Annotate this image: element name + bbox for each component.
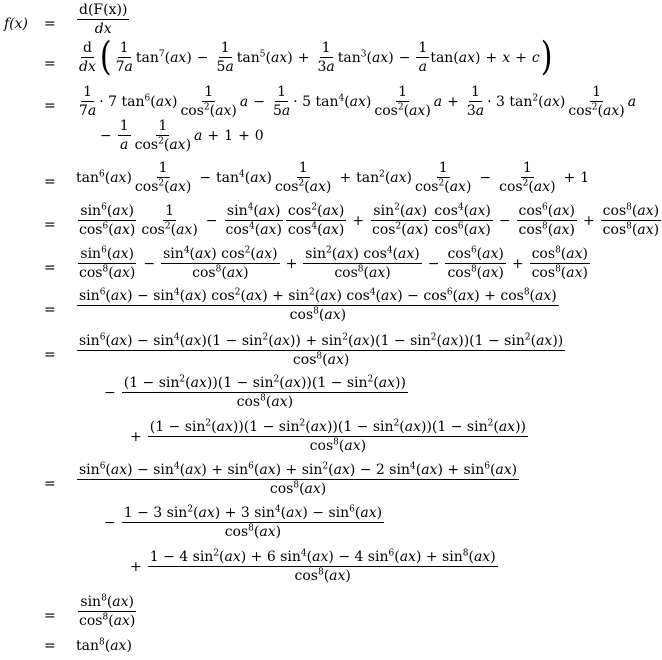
numerator: d: [82, 40, 92, 56]
term: $\tan^5(ax)$: [236, 48, 293, 66]
operator: +: [352, 212, 365, 229]
numerator: $\sin^4(ax)$ $\cos^2(ax)$: [163, 245, 278, 262]
fraction: [133, 160, 193, 195]
denominator: 7a: [79, 103, 97, 119]
denominator: $\cos^2(ax)$: [374, 102, 431, 119]
denominator: $\cos^4(ax)$: [225, 221, 282, 238]
numerator: $\cos^8(ax)$: [602, 202, 660, 219]
denominator: $\cos^8(ax)$: [602, 221, 660, 238]
denominator: $\cos^2(ax)$: [499, 178, 556, 195]
denominator: $\cos^8(ax)$: [447, 264, 504, 281]
fraction: [118, 118, 131, 153]
numerator: $\sin^2(ax)$: [373, 202, 428, 219]
simplified-terms: [76, 160, 589, 195]
equals-sign: =: [44, 302, 56, 318]
fraction: [77, 288, 559, 323]
fraction: [77, 2, 129, 37]
numerator: 1: [119, 118, 129, 134]
expanded-fraction-2: [104, 505, 385, 540]
operator: −: [205, 212, 218, 229]
fraction: [271, 84, 292, 119]
fraction: [315, 40, 336, 75]
equals-sign: =: [44, 98, 56, 114]
denominator: a: [418, 59, 428, 75]
numerator: $\cos^8(ax)$: [531, 245, 588, 262]
operator: +: [130, 428, 142, 445]
fraction: [215, 40, 236, 75]
numerator: 1: [220, 40, 230, 56]
numerator: 1: [398, 84, 408, 100]
operator: +: [582, 212, 595, 229]
numerator: d(F(x)): [79, 2, 128, 18]
numerator: $(1 - \sin^2(ax))(1 - \sin^2(ax))(1 - \sin^2(ax))(1 - \sin^2(ax))$: [149, 418, 526, 435]
denominator: $\cos^8(ax)$: [79, 264, 136, 281]
numerator: 1: [471, 84, 480, 100]
denominator: $\cos^2(ax)$: [274, 178, 332, 195]
denominator: $\cos^2(ax)$: [134, 136, 192, 153]
lhs-f-of-x: f(x): [4, 16, 29, 32]
denominator: $\cos^2(ax)$: [568, 102, 625, 119]
expanded-fraction: [76, 462, 520, 497]
term: tan(ax) + x + c: [430, 49, 540, 66]
fraction: [114, 40, 135, 75]
fraction: [370, 203, 430, 238]
term: $\tan^6(ax)$: [76, 168, 132, 186]
denominator: $\cos^8(ax)$: [236, 393, 294, 410]
fraction: [133, 118, 193, 153]
fraction: [432, 203, 492, 238]
denominator: $\cos^8(ax)$: [334, 264, 391, 281]
equals-sign: =: [44, 347, 56, 363]
operator: −: [498, 212, 511, 229]
denominator: dx: [94, 21, 112, 37]
term: a: [433, 93, 443, 110]
denominator: $\cos^8(ax)$: [531, 264, 588, 281]
operator: −: [143, 255, 156, 272]
equals-sign: =: [44, 217, 56, 233]
fraction: [122, 375, 408, 410]
fraction: [497, 160, 557, 195]
numerator: $\cos^2(ax)$: [287, 202, 345, 219]
common-denominator-terms: [76, 246, 591, 281]
fraction: [122, 505, 384, 540]
operator: +: [511, 255, 524, 272]
operator: −: [104, 514, 116, 531]
numerator: 1: [522, 160, 532, 176]
antiderivative-expression: [76, 34, 553, 80]
equals-sign: =: [44, 638, 56, 654]
operator: +: [285, 255, 298, 272]
substituted-fraction-2: [104, 375, 409, 410]
fraction: [465, 84, 486, 119]
fraction: [303, 246, 421, 281]
denominator: $\cos^8(ax)$: [309, 437, 367, 454]
fraction: [178, 84, 238, 119]
sin-cos-expansion: [76, 203, 662, 238]
equals-sign: =: [44, 16, 56, 32]
derivative-operator: [77, 40, 98, 75]
substituted-fraction: [76, 333, 566, 368]
derivative-terms-continued: [100, 118, 264, 153]
operator: −: [199, 169, 212, 186]
right-paren: ): [540, 34, 553, 80]
denominator: $\cos^8(ax)$: [224, 523, 282, 540]
denominator: 3a: [317, 59, 335, 75]
operator: −: [104, 384, 116, 401]
term: $\tan^8(ax)$: [76, 637, 132, 654]
numerator: 1 − 3 $\sin^2(ax) + 3$ $\sin^4(ax) - \sin^6(ax)$: [123, 504, 383, 521]
denominator: $\cos^6(ax)$: [434, 221, 491, 238]
equals-sign: =: [44, 476, 56, 492]
denominator: dx: [79, 59, 96, 75]
fraction: [77, 203, 137, 238]
numerator: $\sin^2(ax)$ $\cos^4(ax)$: [305, 245, 420, 262]
denominator: 5a: [216, 59, 234, 75]
numerator: $\sin^6(ax) - \sin^4(ax)(1 - \sin^2(ax)) + \sin^2(ax)(1 - \sin^2(ax))(1 - \sin^2(ax))$: [79, 332, 564, 349]
term: a + 1 + 0: [194, 127, 264, 144]
numerator: 1: [119, 40, 129, 56]
fraction: [445, 246, 505, 281]
denominator: 7a: [115, 59, 133, 75]
numerator: 1: [165, 203, 175, 219]
numerator: $\sin^8(ax)$: [80, 593, 134, 610]
numerator: 1: [204, 84, 214, 100]
fraction: [416, 40, 429, 75]
fraction: [77, 462, 519, 497]
sin8-over-cos8: [76, 594, 138, 629]
numerator: $(1 - \sin^2(ax))(1 - \sin^2(ax))(1 - \sin^2(ax))$: [123, 374, 406, 391]
numerator: 1: [438, 160, 448, 176]
numerator: $\cos^6(ax)$: [447, 245, 504, 262]
denominator: $\cos^2(ax)$: [415, 178, 472, 195]
term: 1: [580, 169, 590, 186]
operator: +: [130, 558, 142, 575]
numerator: 1: [83, 84, 93, 100]
numerator: 1: [158, 160, 168, 176]
term: $\tan^4(ax)$: [216, 168, 272, 186]
term: a: [627, 93, 637, 110]
numerator: 1: [158, 118, 168, 134]
fraction: [224, 203, 284, 238]
fraction: [77, 594, 137, 629]
denominator: $\cos^2(ax)$: [180, 102, 237, 119]
denominator: $\cos^8(ax)$: [292, 351, 350, 368]
derivative-terms: [76, 84, 636, 119]
numerator: $\sin^6(ax) - \sin^4(ax) + \sin^6(ax) + \sin^2(ax) - 2$ $\sin^4(ax) + \sin^6(ax)$: [79, 461, 518, 478]
numerator: 1: [298, 160, 308, 176]
fraction: [566, 84, 626, 119]
numerator: 1: [321, 40, 331, 56]
numerator: 1: [418, 40, 428, 56]
denominator: 3a: [466, 103, 485, 119]
denominator: a: [120, 137, 129, 153]
operator: −: [196, 49, 209, 66]
fraction: [517, 203, 577, 238]
numerator: 1: [592, 84, 601, 100]
denominator: 5a: [272, 103, 291, 119]
fraction: [273, 160, 333, 195]
numerator: $\sin^6(ax)$: [80, 245, 134, 262]
equals-sign: =: [44, 56, 56, 72]
denominator: $\cos^8(ax)$: [518, 221, 575, 238]
operator: −: [398, 49, 411, 66]
denominator: $\cos^2(ax)$: [372, 221, 429, 238]
operator: +: [339, 169, 352, 186]
denominator: $\cos^8(ax)$: [269, 480, 327, 497]
operator: −: [479, 169, 492, 186]
numerator: $\sin^6(ax) - \sin^4(ax) \cos^2(ax) + \sin^2(ax) \cos^4(ax) - \cos^6(ax) + \cos^8(ax)$: [79, 287, 557, 304]
left-paren: (: [99, 34, 112, 80]
fraction: [413, 160, 473, 195]
term: · 3 $\tan^2(ax)$: [487, 92, 566, 110]
equals-sign: =: [44, 608, 56, 624]
numerator: 1: [277, 84, 287, 100]
final-result: [76, 638, 132, 654]
operator: +: [447, 93, 459, 110]
denominator: $\cos^8(ax)$: [192, 264, 249, 281]
numerator: $\sin^6(ax)$: [80, 202, 134, 219]
fraction: [148, 419, 528, 454]
denominator: $\cos^4(ax)$: [287, 221, 345, 238]
numerator: 1 − 4 $\sin^2(ax) + 6$ $\sin^4(ax) - 4$ $\sin^6(ax) + \sin^8(ax)$: [149, 548, 496, 565]
operator: −: [253, 93, 265, 110]
operator: +: [563, 169, 576, 186]
operator: +: [297, 49, 310, 66]
denominator: $\cos^8(ax)$: [289, 306, 347, 323]
fraction: [286, 203, 346, 238]
denominator: $\cos^2(ax)$: [134, 178, 192, 195]
term: $\tan^2(ax)$: [356, 168, 413, 186]
term: · 7 $\tan^6(ax)$: [99, 92, 178, 110]
equals-sign: =: [44, 260, 56, 276]
operator: −: [100, 127, 112, 144]
expanded-fraction-3: [130, 549, 499, 584]
denominator: $\cos^8(ax)$: [294, 567, 351, 584]
term: a: [239, 93, 249, 110]
substituted-fraction-3: [130, 419, 529, 454]
term: $\tan^3(ax)$: [337, 48, 394, 66]
denominator: $\cos^8(ax)$: [79, 612, 136, 629]
fraction: [530, 246, 590, 281]
derivative-of-F: [76, 2, 130, 37]
operator: −: [427, 255, 440, 272]
denominator: $\cos^2(ax)$: [141, 221, 198, 238]
numerator: $\cos^4(ax)$: [434, 202, 491, 219]
numerator: $\sin^4(ax)$: [226, 202, 281, 219]
fraction: [148, 549, 498, 584]
fraction: [139, 203, 199, 238]
term: · 5 $\tan^4(ax)$: [293, 92, 372, 110]
fraction: [77, 84, 98, 119]
single-fraction: [76, 288, 560, 323]
numerator: $\cos^6(ax)$: [518, 202, 575, 219]
fraction: [77, 333, 565, 368]
equals-sign: =: [44, 174, 56, 190]
fraction: [77, 246, 137, 281]
fraction: [372, 84, 432, 119]
term: $\tan^7(ax)$: [135, 48, 192, 66]
fraction: [161, 246, 279, 281]
fraction: [601, 203, 661, 238]
denominator: $\cos^6(ax)$: [79, 221, 136, 238]
